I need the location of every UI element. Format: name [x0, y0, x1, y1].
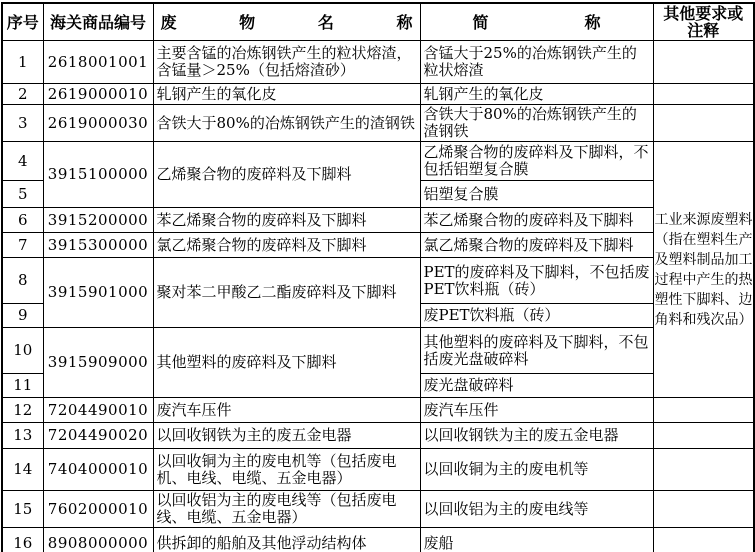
- cell-waste-name: 以回收铜为主的废电机等（包括废电机、电线、电缆、五金电器）: [153, 449, 420, 491]
- column-header-waste-name: [153, 3, 420, 41]
- cell-serial: 6: [2, 208, 43, 233]
- header-row: [2, 3, 754, 41]
- table-row: [2, 491, 754, 528]
- cell-waste-name: 以回收铝为主的废电线等（包括废电线、电缆、五金电器）: [153, 491, 420, 528]
- cell-notes-empty: [653, 491, 754, 528]
- column-header-hs-code: 海关商品编号: [43, 3, 153, 41]
- cell-serial: 15: [2, 491, 43, 528]
- table-row: [2, 41, 754, 84]
- cell-waste-name: 废汽车压件: [153, 398, 420, 423]
- cell-waste-name: 供拆卸的船舶及其他浮动结构体: [153, 528, 420, 552]
- cell-short-name: 轧钢产生的氧化皮: [420, 84, 653, 105]
- cell-serial: 3: [2, 105, 43, 142]
- cell-serial: 7: [2, 233, 43, 258]
- cell-short-name: 以回收钢铁为主的废五金电器: [420, 423, 653, 449]
- cell-hs-code: 2619000030: [43, 105, 153, 142]
- cell-notes-empty: [653, 528, 754, 552]
- cell-serial: 11: [2, 374, 43, 398]
- cell-waste-name: 氯乙烯聚合物的废碎料及下脚料: [153, 233, 420, 258]
- cell-hs-code: 7404000010: [43, 449, 153, 491]
- table-row: [2, 105, 754, 142]
- cell-hs-code: 3915100000: [43, 142, 153, 208]
- cell-short-name: 其他塑料的废碎料及下脚料，不包括废光盘破碎料: [420, 328, 653, 374]
- column-header-notes: 其他要求或注释: [653, 3, 754, 41]
- cell-waste-name: 轧钢产生的氧化皮: [153, 84, 420, 105]
- cell-waste-name: 乙烯聚合物的废碎料及下脚料: [153, 142, 420, 208]
- cell-short-name: 含锰大于25%的冶炼钢铁产生的粒状熔渣: [420, 41, 653, 84]
- cell-short-name: 苯乙烯聚合物的废碎料及下脚料: [420, 208, 653, 233]
- cell-short-name: 含铁大于80%的冶炼钢铁产生的渣钢铁: [420, 105, 653, 142]
- cell-hs-code: 2619000010: [43, 84, 153, 105]
- table-row: [2, 233, 754, 258]
- cell-short-name: 废汽车压件: [420, 398, 653, 423]
- cell-short-name: PET的废碎料及下脚料，不包括废PET饮料瓶（砖）: [420, 258, 653, 304]
- cell-short-name: 废船: [420, 528, 653, 552]
- cell-waste-name: 苯乙烯聚合物的废碎料及下脚料: [153, 208, 420, 233]
- cell-waste-name: 以回收钢铁为主的废五金电器: [153, 423, 420, 449]
- waste-import-catalog-table: [1, 2, 755, 552]
- cell-hs-code: 3915300000: [43, 233, 153, 258]
- short-name-header-text: 简 称: [472, 12, 601, 32]
- cell-waste-name: 主要含锰的冶炼钢铁产生的粒状熔渣，含锰量＞25%（包括熔渣砂）: [153, 41, 420, 84]
- cell-notes-empty: [653, 449, 754, 491]
- column-header-short-name: [420, 3, 653, 41]
- cell-short-name: 废光盘破碎料: [420, 374, 653, 398]
- waste-name-header-text: 废 物 名 称: [160, 12, 413, 32]
- column-header-serial: 序号: [2, 3, 43, 41]
- cell-short-name: 铝塑复合膜: [420, 181, 653, 208]
- table-row: [2, 208, 754, 233]
- cell-waste-name: 聚对苯二甲酸乙二酯废碎料及下脚料: [153, 258, 420, 328]
- cell-hs-code: 7602000010: [43, 491, 153, 528]
- cell-notes-empty: [653, 84, 754, 105]
- cell-hs-code: 7204490020: [43, 423, 153, 449]
- cell-serial: 10: [2, 328, 43, 374]
- cell-serial: 12: [2, 398, 43, 423]
- cell-short-name: 废PET饮料瓶（砖）: [420, 304, 653, 328]
- cell-serial: 1: [2, 41, 43, 84]
- cell-notes-empty: [653, 105, 754, 142]
- cell-notes-empty: [653, 41, 754, 84]
- cell-short-name: 以回收铝为主的废电线等: [420, 491, 653, 528]
- table-row: [2, 258, 754, 304]
- table-row: [2, 449, 754, 491]
- cell-notes-empty: [653, 398, 754, 423]
- cell-hs-code: 7204490010: [43, 398, 153, 423]
- cell-serial: 13: [2, 423, 43, 449]
- cell-serial: 8: [2, 258, 43, 304]
- cell-short-name: 乙烯聚合物的废碎料及下脚料，不包括铝塑复合膜: [420, 142, 653, 181]
- table-row: [2, 142, 754, 181]
- cell-hs-code: 3915901000: [43, 258, 153, 328]
- cell-hs-code: 3915200000: [43, 208, 153, 233]
- cell-serial: 9: [2, 304, 43, 328]
- cell-serial: 4: [2, 142, 43, 181]
- table-row: [2, 84, 754, 105]
- cell-notes-industrial-plastics: 工业来源废塑料（指在塑料生产及塑料制品加工过程中产生的热塑性下脚料、边角料和残次品）: [653, 142, 754, 398]
- cell-notes-empty: [653, 423, 754, 449]
- cell-serial: 16: [2, 528, 43, 552]
- cell-short-name: 氯乙烯聚合物的废碎料及下脚料: [420, 233, 653, 258]
- table-row: [2, 328, 754, 374]
- cell-serial: 5: [2, 181, 43, 208]
- table-row: [2, 423, 754, 449]
- cell-short-name: 以回收铜为主的废电机等: [420, 449, 653, 491]
- cell-hs-code: 8908000000: [43, 528, 153, 552]
- cell-waste-name: 含铁大于80%的冶炼钢铁产生的渣钢铁: [153, 105, 420, 142]
- cell-serial: 2: [2, 84, 43, 105]
- cell-hs-code: 2618001001: [43, 41, 153, 84]
- table-row: [2, 398, 754, 423]
- table-row: [2, 528, 754, 552]
- cell-hs-code: 3915909000: [43, 328, 153, 398]
- cell-serial: 14: [2, 449, 43, 491]
- cell-waste-name: 其他塑料的废碎料及下脚料: [153, 328, 420, 398]
